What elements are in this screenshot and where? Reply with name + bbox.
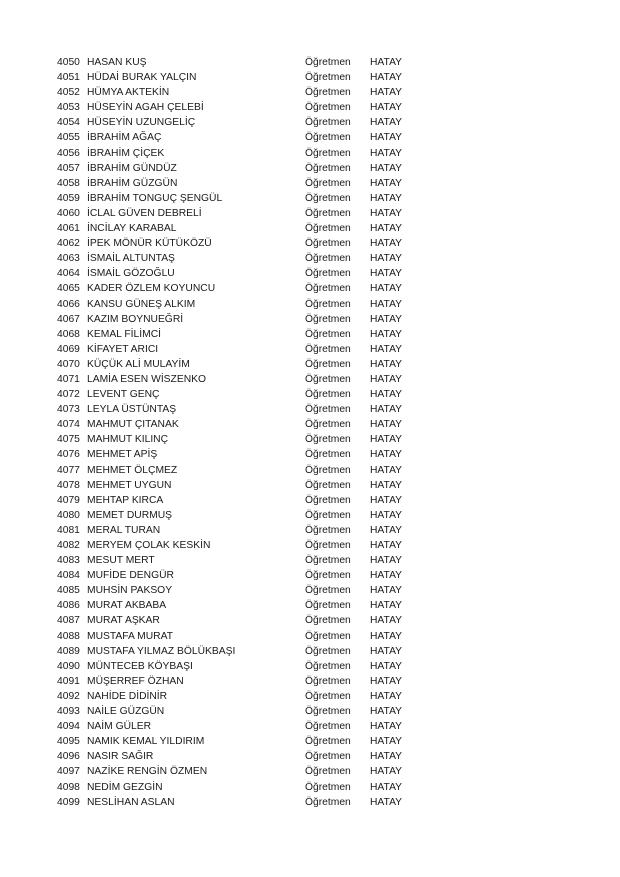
list-row (57, 100, 417, 115)
row-number: 4099 (57, 796, 80, 808)
row-number: 4055 (57, 132, 80, 144)
person-name: MURAT AŞKAR (87, 615, 160, 627)
row-number: 4094 (57, 721, 80, 733)
row-number: 4096 (57, 751, 80, 763)
person-role: Öğretmen (305, 570, 351, 582)
list-row (57, 297, 417, 312)
person-city: HATAY (370, 117, 403, 129)
person-name: NEDİM GEZGİN (87, 781, 163, 793)
person-name: NESLİHAN ASLAN (87, 796, 175, 808)
row-number: 4050 (57, 57, 80, 68)
row-number: 4069 (57, 343, 80, 355)
list-row (57, 130, 417, 145)
list-row (57, 613, 417, 628)
person-role: Öğretmen (305, 675, 351, 687)
person-role: Öğretmen (305, 796, 351, 808)
row-number: 4079 (57, 494, 80, 506)
person-city: HATAY (370, 298, 403, 310)
row-number: 4061 (57, 223, 80, 235)
row-number: 4056 (57, 147, 80, 159)
row-number: 4076 (57, 449, 80, 461)
person-role: Öğretmen (305, 358, 351, 370)
person-name: LAMİA ESEN WİSZENKO (87, 373, 207, 385)
row-number: 4090 (57, 660, 80, 672)
row-number: 4052 (57, 87, 80, 99)
person-city: HATAY (370, 494, 403, 506)
person-city: HATAY (370, 706, 403, 718)
person-role: Öğretmen (305, 630, 351, 642)
person-role: Öğretmen (305, 736, 351, 748)
row-number: 4086 (57, 600, 80, 612)
list-row (57, 734, 417, 749)
list-row (57, 629, 417, 644)
list-row (57, 221, 417, 236)
person-role: Öğretmen (305, 766, 351, 778)
person-city: HATAY (370, 751, 403, 763)
person-city: HATAY (370, 524, 403, 536)
row-number: 4054 (57, 117, 80, 129)
person-name: HÜDAİ BURAK YALÇIN (87, 72, 197, 84)
person-role: Öğretmen (305, 555, 351, 567)
person-city: HATAY (370, 223, 403, 235)
row-number: 4091 (57, 675, 80, 687)
list-row (57, 312, 417, 327)
row-number: 4065 (57, 283, 80, 295)
person-name: İBRAHİM ÇİÇEK (87, 147, 165, 159)
list-row (57, 598, 417, 613)
row-number: 4071 (57, 373, 80, 385)
list-row (57, 538, 417, 553)
list-row (57, 55, 417, 70)
person-name: LEYLA ÜSTÜNTAŞ (87, 404, 177, 416)
person-city: HATAY (370, 419, 403, 431)
list-row (57, 236, 417, 251)
person-city: HATAY (370, 675, 403, 687)
row-number: 4057 (57, 162, 80, 174)
row-number: 4074 (57, 419, 80, 431)
row-number: 4059 (57, 192, 80, 204)
person-role: Öğretmen (305, 162, 351, 174)
list-row (57, 357, 417, 372)
person-name: MUFİDE DENGÜR (87, 570, 174, 582)
person-name: İCLAL GÜVEN DEBRELİ (87, 207, 202, 219)
person-role: Öğretmen (305, 645, 351, 657)
row-number: 4095 (57, 736, 80, 748)
row-number: 4085 (57, 585, 80, 597)
row-number: 4075 (57, 434, 80, 446)
row-number: 4089 (57, 645, 80, 657)
person-name: HÜMYA AKTEKİN (87, 87, 170, 99)
list-row (57, 583, 417, 598)
person-role: Öğretmen (305, 690, 351, 702)
person-name: İBRAHİM GÜNDÜZ (87, 162, 177, 174)
person-city: HATAY (370, 283, 403, 295)
row-number: 4070 (57, 358, 80, 370)
row-number: 4067 (57, 313, 80, 325)
row-number: 4081 (57, 524, 80, 536)
person-city: HATAY (370, 464, 403, 476)
person-name: HASAN KUŞ (87, 57, 147, 68)
person-city: HATAY (370, 343, 403, 355)
row-number: 4058 (57, 177, 80, 189)
person-city: HATAY (370, 102, 403, 114)
person-role: Öğretmen (305, 298, 351, 310)
person-city: HATAY (370, 781, 403, 793)
person-role: Öğretmen (305, 147, 351, 159)
person-city: HATAY (370, 404, 403, 416)
person-name: İBRAHİM AĞAÇ (87, 132, 162, 144)
person-city: HATAY (370, 736, 403, 748)
personnel-list (57, 55, 417, 810)
list-row (57, 327, 417, 342)
person-city: HATAY (370, 57, 403, 68)
list-row (57, 251, 417, 266)
person-role: Öğretmen (305, 238, 351, 250)
person-city: HATAY (370, 555, 403, 567)
row-number: 4062 (57, 238, 80, 250)
row-number: 4064 (57, 268, 80, 280)
list-row (57, 749, 417, 764)
person-name: İBRAHİM GÜZGÜN (87, 177, 178, 189)
person-name: MUSTAFA YILMAZ BÖLÜKBAŞI (87, 645, 236, 657)
person-name: LEVENT GENÇ (87, 389, 160, 401)
person-name: KAZIM BOYNUEĞRİ (87, 313, 184, 325)
row-number: 4072 (57, 389, 80, 401)
row-number: 4084 (57, 570, 80, 582)
person-role: Öğretmen (305, 313, 351, 325)
row-number: 4077 (57, 464, 80, 476)
list-row (57, 463, 417, 478)
row-number: 4078 (57, 479, 80, 491)
list-row (57, 674, 417, 689)
list-row (57, 704, 417, 719)
person-name: KANSU GÜNEŞ ALKIM (87, 298, 196, 310)
row-number: 4060 (57, 207, 80, 219)
row-number: 4098 (57, 781, 80, 793)
person-name: MEHTAP KIRCA (87, 494, 164, 506)
list-row (57, 508, 417, 523)
person-role: Öğretmen (305, 524, 351, 536)
list-row (57, 206, 417, 221)
person-city: HATAY (370, 796, 403, 808)
person-role: Öğretmen (305, 706, 351, 718)
list-row (57, 417, 417, 432)
person-role: Öğretmen (305, 449, 351, 461)
person-city: HATAY (370, 313, 403, 325)
person-name: NAZİKE RENGİN ÖZMEN (87, 766, 208, 778)
list-row (57, 146, 417, 161)
person-role: Öğretmen (305, 404, 351, 416)
person-city: HATAY (370, 660, 403, 672)
person-name: HÜSEYİN UZUNGELİÇ (87, 117, 196, 129)
person-name: NAİLE GÜZGÜN (87, 706, 165, 718)
list-row (57, 493, 417, 508)
person-role: Öğretmen (305, 479, 351, 491)
row-number: 4083 (57, 555, 80, 567)
row-number: 4063 (57, 253, 80, 265)
person-city: HATAY (370, 238, 403, 250)
person-city: HATAY (370, 449, 403, 461)
person-role: Öğretmen (305, 419, 351, 431)
list-row (57, 402, 417, 417)
list-row (57, 372, 417, 387)
list-row (57, 719, 417, 734)
person-name: MEHMET ÖLÇMEZ (87, 464, 178, 476)
person-role: Öğretmen (305, 72, 351, 84)
person-city: HATAY (370, 615, 403, 627)
person-city: HATAY (370, 690, 403, 702)
person-role: Öğretmen (305, 509, 351, 521)
person-city: HATAY (370, 645, 403, 657)
row-number: 4053 (57, 102, 80, 114)
person-name: MURAT AKBABA (87, 600, 167, 612)
row-number: 4088 (57, 630, 80, 642)
person-role: Öğretmen (305, 283, 351, 295)
person-name: MERAL TURAN (87, 524, 161, 536)
person-role: Öğretmen (305, 600, 351, 612)
list-row (57, 659, 417, 674)
person-city: HATAY (370, 268, 403, 280)
person-city: HATAY (370, 570, 403, 582)
person-city: HATAY (370, 328, 403, 340)
person-city: HATAY (370, 177, 403, 189)
person-name: İNCİLAY KARABAL (87, 223, 177, 235)
person-name: NASIR SAĞIR (87, 751, 154, 763)
person-role: Öğretmen (305, 328, 351, 340)
list-row (57, 387, 417, 402)
person-city: HATAY (370, 434, 403, 446)
person-role: Öğretmen (305, 117, 351, 129)
person-role: Öğretmen (305, 434, 351, 446)
person-name: İSMAİL GÖZOĞLU (87, 268, 175, 280)
list-row (57, 85, 417, 100)
person-role: Öğretmen (305, 615, 351, 627)
list-row (57, 523, 417, 538)
person-name: KÜÇÜK ALİ MULAYİM (87, 358, 190, 370)
person-role: Öğretmen (305, 540, 351, 551)
person-role: Öğretmen (305, 343, 351, 355)
person-role: Öğretmen (305, 102, 351, 114)
person-city: HATAY (370, 766, 403, 778)
list-row (57, 795, 417, 810)
person-name: MEHMET UYGUN (87, 479, 172, 491)
person-role: Öğretmen (305, 721, 351, 733)
person-name: KEMAL FİLİMCİ (87, 328, 161, 340)
row-number: 4087 (57, 615, 80, 627)
person-role: Öğretmen (305, 494, 351, 506)
list-row (57, 764, 417, 779)
person-role: Öğretmen (305, 751, 351, 763)
person-city: HATAY (370, 373, 403, 385)
person-name: MÜNTECEB KÖYBAŞI (87, 660, 193, 672)
row-number: 4082 (57, 540, 80, 551)
list-row (57, 176, 417, 191)
person-role: Öğretmen (305, 223, 351, 235)
person-role: Öğretmen (305, 464, 351, 476)
person-city: HATAY (370, 207, 403, 219)
person-name: İPEK MÖNÜR KÜTÜKÖZÜ (87, 238, 212, 250)
person-name: NAMIK KEMAL YILDIRIM (87, 736, 205, 748)
list-row (57, 478, 417, 493)
person-city: HATAY (370, 192, 403, 204)
person-city: HATAY (370, 389, 403, 401)
person-role: Öğretmen (305, 207, 351, 219)
person-city: HATAY (370, 479, 403, 491)
person-city: HATAY (370, 721, 403, 733)
person-city: HATAY (370, 72, 403, 84)
row-number: 4080 (57, 509, 80, 521)
person-role: Öğretmen (305, 373, 351, 385)
person-role: Öğretmen (305, 87, 351, 99)
person-city: HATAY (370, 147, 403, 159)
person-city: HATAY (370, 540, 403, 551)
list-row (57, 342, 417, 357)
person-name: MUHSİN PAKSOY (87, 585, 173, 597)
person-name: İSMAİL ALTUNTAŞ (87, 253, 175, 265)
person-name: KİFAYET ARICI (87, 343, 159, 355)
list-row (57, 161, 417, 176)
list-row (57, 115, 417, 130)
person-name: MERYEM ÇOLAK KESKİN (87, 540, 211, 551)
person-role: Öğretmen (305, 253, 351, 265)
person-name: KADER ÖZLEM KOYUNCU (87, 283, 216, 295)
list-row (57, 266, 417, 281)
row-number: 4073 (57, 404, 80, 416)
person-name: MEMET DURMUŞ (87, 509, 173, 521)
person-city: HATAY (370, 585, 403, 597)
person-name: MUSTAFA MURAT (87, 630, 173, 642)
list-row (57, 644, 417, 659)
person-role: Öğretmen (305, 268, 351, 280)
person-city: HATAY (370, 600, 403, 612)
row-number: 4092 (57, 690, 80, 702)
list-row (57, 553, 417, 568)
person-role: Öğretmen (305, 192, 351, 204)
list-row (57, 191, 417, 206)
person-name: İBRAHİM TONGUÇ ŞENGÜL (87, 192, 223, 204)
person-role: Öğretmen (305, 57, 351, 68)
row-number: 4068 (57, 328, 80, 340)
person-city: HATAY (370, 630, 403, 642)
person-name: NAİM GÜLER (87, 721, 152, 733)
person-name: HÜSEYİN AGAH ÇELEBİ (87, 102, 204, 114)
person-city: HATAY (370, 358, 403, 370)
list-row (57, 447, 417, 462)
person-name: NAHİDE DİDİNİR (87, 690, 168, 702)
person-role: Öğretmen (305, 132, 351, 144)
person-name: MÜŞERREF ÖZHAN (87, 675, 184, 687)
person-role: Öğretmen (305, 389, 351, 401)
person-city: HATAY (370, 253, 403, 265)
list-row (57, 780, 417, 795)
person-name: MEHMET APİŞ (87, 449, 158, 461)
person-role: Öğretmen (305, 660, 351, 672)
person-city: HATAY (370, 132, 403, 144)
row-number: 4097 (57, 766, 80, 778)
person-role: Öğretmen (305, 177, 351, 189)
person-role: Öğretmen (305, 585, 351, 597)
list-row (57, 689, 417, 704)
person-city: HATAY (370, 87, 403, 99)
list-row (57, 568, 417, 583)
person-name: MESUT MERT (87, 555, 155, 567)
row-number: 4093 (57, 706, 80, 718)
person-city: HATAY (370, 162, 403, 174)
row-number: 4051 (57, 72, 80, 84)
list-row (57, 70, 417, 85)
list-row (57, 281, 417, 296)
person-city: HATAY (370, 509, 403, 521)
person-role: Öğretmen (305, 781, 351, 793)
person-name: MAHMUT KILINÇ (87, 434, 169, 446)
row-number: 4066 (57, 298, 80, 310)
list-row (57, 432, 417, 447)
person-name: MAHMUT ÇITANAK (87, 419, 179, 431)
